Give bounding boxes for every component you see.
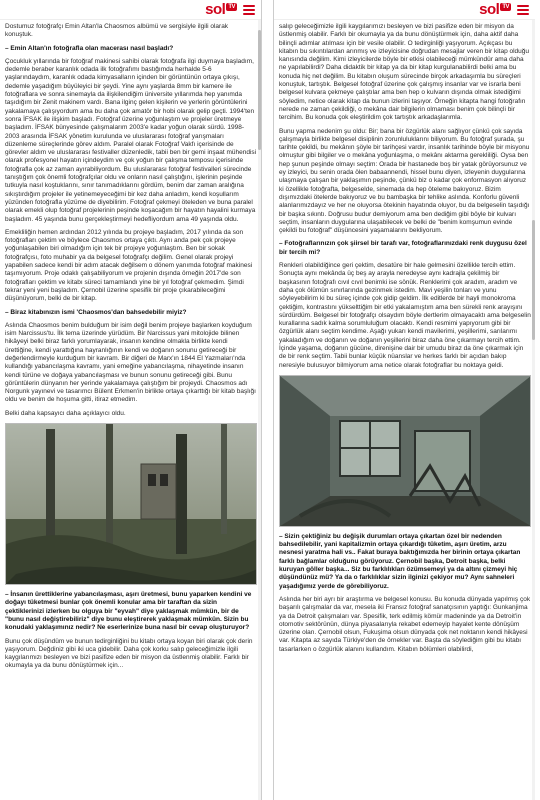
logo-text: sol bbox=[205, 1, 226, 18]
scrollbar-thumb[interactable] bbox=[258, 30, 261, 150]
logo-text: sol bbox=[479, 1, 500, 18]
top-bar bbox=[0, 0, 261, 20]
answer-paragraph: Bunu çok düşündüm ve bunun tedirginliğini bu kitabı ortaya koyan biri olarak çok derin yaşıyorum. Değdiniz gibi iki uca gidebilir. Daha çok korku salıp geleceğimizle ilgili kaygılarımızı besleyen ve bizi pasifize eden bir misyon da üstlenmiş olabilir. Farklı bir okumayla ya da bunu dönüştürmek için... bbox=[5, 637, 253, 670]
logo-badge: TV bbox=[228, 4, 235, 10]
question-heading: – Emin Altan'ın fotoğrafla olan macerası nasıl başladı? bbox=[5, 44, 174, 52]
answer-paragraph: Aslında Chaosmos benim bulduğum bir isim değil benim projeye başlarken koyduğum isim Narcissus'tu. İlk tema üzerinde yürüdüm. Bir Narcissus yani mitolojide bilinen hikâyeyi belki biraz farklı yorumlayarak, insanın kendine olmakla birlikte kendi ürettiğine, kendi yarattığına hayranlığının kendi ve doğanın sonunu getireceği bir değerlendirmeyle kurduğum bir kavram. Bir diğeri de Marx'ın 1844 El Yazmaları'nda kullandığı yabancılaşma kavramı, yani emeğine yabancılaşma, nihayetinde insanın kendi türüne ve doğaya yabancılaşması ve bunun sonunu getireceği gibi. Bunu görüntülerin dünyanın her yerinde yakalamaya çalıştığım bir projeydi. Chaosmos adı Norgunk yayınevi ve tasarımcı Bülent Erkmen'in birlikte ortaya çıkarttığı bir kitab başlığı oldu ve benim de hoşuma gitti, itiraz etmedim. bbox=[5, 321, 256, 404]
right-page-panel bbox=[273, 0, 535, 800]
answer-paragraph: Emekliliğin hemen ardından 2012 yılında bu projeye başladım, 2017 yılında da son fotoğrafları çektim ve böylece Chaosmos ortaya çıktı. Aynı anda pek çok projeye yoğunlaşabilen biri olmadığım için tek bir projeye yoğunlaştım. Ben bir sokak fotoğrafçısı, foto muhabir ya da belgesel fotoğrafçı değilim. Genel olarak projeyi yapabilen sadece kendi bir adım atacak değilsem o dönem yanımda fotoğraf makinesi taşımıyorum. Proje odaklı çalışabiliyorum ve projenin dışında örneğin 2017'de son fotoğrafları çektim ve kitabı süreci tamamlandı yine bir yıl fotoğraf çekmedim. Şimdi tekrar yeni yeni başladım. Çernobil üzerine spesifik bir proje çıkarabileceğimi düşünüyorum, belki de bir kitap. bbox=[5, 228, 253, 303]
hamburger-menu-icon[interactable] bbox=[517, 5, 529, 15]
intro-paragraph: Dostumuz fotoğrafçı Emin Altan'la Chaosmos albümü ve sergisiyle ilgili olarak konuştuk. bbox=[5, 23, 229, 39]
article-body-left bbox=[0, 20, 261, 671]
logo-badge: TV bbox=[502, 4, 509, 10]
sol-tv-logo[interactable] bbox=[479, 2, 511, 17]
answer-paragraph: Çocukluk yıllarında bir fotoğraf makinesi sahibi olarak fotoğrafa ilgi duymaya başladım, dedemle beraber karanlık odada ilk fotoğrafımı bastığımda herhalde 5-6 yaşlarındaydım, karanlık odada kimyasalların içinden bir görüntünün ortaya çıkışı, dedemle yaşadığım büyüleyici bir şeydi. Yine aynı yaşlarda 8mm bir kamere ile fotoğraflara ve sonra sinemayla da ilişkilendiğim üniversite yıllarımda hep yanımda taşıdığım bir Zenit makinem vardı. Bana ilginç gelen kişilerin ve yerlerin görüntülerini yakalamaya çalışıyordum ama bu daha çok amatör bir hobi olarak gelip geçti. 1994'ten sonra İFSAK ile ilişkim başladı. Fotoğraf üzerine yoğunlaştım ve projeler üretmeye başladım. İFSAK bünyesinde çalışmalarım 2003'e kadar yoğun olarak sürdü. 1998-2003 arasında İFSAK yönetim kurulunda ve uluslararası fotoğraf yarışmaları düzenleme süreçlerinde görev aldım. Paralel olarak Fotoğraf Vakfı içerisinde de görevler aldım ve uluslararası festivaller düzenledik, tabii ben bir gemi inşaat mühendisi olarak profesyonel hayatın içindeydim ve çok yoğun bir çalışma temposu içerisinde fotoğrafla çok az zaman ayırabiliyordum. Bu uluslararası fotoğraf festivalleri sürecinde tanıştığım çok önemli fotoğrafçılar oldu ve onların nasıl çalıştığını, işlerinin peşinde tutkuyla nasıl koştuklarını, sınır tanımadıklarını gördüm, benim dar zaman aralığına sıkıştırdığım projeler ile yetinemeyeceğimi bir kez daha anladım, kendi koşullarım yüzünden fotoğrafla yüzüme de diyebilirim. Fotoğraf çekmeyi öteleden ve buna paralel olarak emekli olup fotoğraf projelerinin peşinde koşacağım bir hayatın hayalini kurmaya başladım. 45 yaşında bunu gerçekleştirmeyi hedefliyordum ama 49 yaşında oldu. bbox=[5, 57, 257, 223]
answer-paragraph: Aslında her biri ayrı bir araştırma ve belgesel konusu. Bu konuda dünyada yapılmış çok başarılı çalışmalar da var, mesela iki Fransız fotoğraf sanatçısının yaptığı: Gunkanjima ya da Detroit çalışmaları var. Spesifik, terk edilmiş kömür madeninde ya da Detroit'in otomotiv sektörünün, dünya piyasalarıyla rekabet edemeyip hayalet kente dönüşüm üzerine olan. Çernobil olsun, Fukuşima olsun dünyada çok net noktanın kendi hikâyesi var. Kitapta az sayıda Türkiye'den de örnekler var. Başta da söylediğim gibi bu kitabı tasarlarken o özgürlük alanını kullandım. Kitabın bölümleri olabilirdi, bbox=[279, 595, 531, 653]
top-bar bbox=[274, 0, 535, 20]
scrollbar-thumb[interactable] bbox=[532, 220, 535, 340]
answer-paragraph: salıp geleceğimizle ilgili kaygılarımızı besleyen ve bizi pasifize eden bir misyon da üstlenmiş olabilir. Farklı bir okumayla ya da bunu dönüştürmek için, daha aktif daha bilinçli adımlar atılması için bir vesile olabilir. O tedirginliği yaşıyorum. Açıkçası bu kitabın bu sıkıntılardan arınmış ve izleyicisine doğrudan mesajlar veren bir kitap olduğu kanısında değilim. Kimi izleyicilerde böyle bir etkisi olabileceği mümkündür ama daha ne yapılabilirdi? Daha didaktik bir kitap ya da bir kitap kurgulanabilirdi belki ama bu konuda hiç net değilim. Bu kitabın oluşum sürecinde birçok arkadaşımla bu süreçleri konuştuk, tartıştık. Belgesel fotoğraf üzerine çok çalışmış insanlar var ve israrla beni belgesel kulvara çekmeye çalıştılar ama ben hep o kulvarın dışında olmak istediğimi söyledim, netice olarak kitap da bunun izlerini taşıyor. Örneğin kitapta hangi fotoğrafın nerede ne zaman çekildiği, o mekâna dair bilgilerin olmaması benim çok bilinçli bir tercihim. Bu konuda çok eleştirildim çok tartıştık arkadaşlarımla. bbox=[279, 23, 530, 122]
answer-paragraph: Belki daha kapsayıcı daha açıklayıcı oldu. bbox=[5, 409, 126, 417]
left-page-panel bbox=[0, 0, 262, 800]
sol-tv-logo[interactable] bbox=[205, 2, 237, 17]
article-body-right bbox=[274, 20, 535, 654]
question-heading: – Biraz kitabınızın ismi 'Chaosmos'dan bahsedebilir miyiz? bbox=[5, 308, 187, 316]
hamburger-menu-icon[interactable] bbox=[243, 5, 255, 15]
question-heading: – Sizin çektiğiniz bu değişik durumları ortaya çıkartan özel bir nedenden bahsedilebilir, yani kapitalizmin ortaya çıkardığı tüketim, aşırı üretim, arzu nesnesi yaratma hali vs.. Fakat buraya baktığımızda her birinin ortaya çıkartan farklı bağlamlar olduğunu görüyoruz. Çernobil başka, Detroit başka, belki kuruyan göller başka... Siz bu farklılıkları özümsemeyi ya da altını çizmeyi hiç düşündünüz mü? Ya da o farklılıklar sizin ilginizi çekiyor mu? Aynı sahneleri yaşadığımız yerde de görebiliyoruz. bbox=[279, 532, 521, 590]
scrollbar[interactable] bbox=[532, 20, 535, 800]
answer-paragraph: Renkleri olabildiğince geri çektim, desatüre bir hale gelmesini özellikle tercih ettim. Sonuçta aynı mekânda üç beş ay arayla neredeyse aynı kadrajla çekilmiş bir başkasının fotoğrafı cıvıl cıvıl benimki ise sönük. Renklerimi çok aradım, aradım ve daha çok ölümün sınırlarında gezinmek istedim. Mavi yeşilin tonları ve yunu söyleyebilirim ki bu süreç içinde çok gidip geldim. İlk editlerde bir hayli monokroma çektiğim, kontrastını yükselttiğim bir etki yakalamıştım ama ben sürekli renk arayışını sürdürdüm. Belgesel bir fotoğrafçı olsaydım böyle dertlerim olmayacaktı ama belgeselin kurallarına sadık kalma sorumluluğum olacaktı. Kendi resmimi yapıyorum gibi bir özgürlük alanı seçtim kendime. Aşağı yukarı kendi mavilerimi, yeşillerimi, sarılarımı yakaladığım ve doğanın ve doğanın yeşillerini biraz daha öne çıkarmayı tercih ettim. İçinde yaşama, doğanın gücüne, direnişine dair bir umudu biraz da öne çıkarmak için de bir renk seçtim. Tabii bunlar küçük nüanslar ve herkes farklı bir açıdan bakıp neresiyle bulusuyor bilmiyorum ama netice olarak fotoğraflar bu noktaya geldi. bbox=[279, 262, 531, 369]
answer-paragraph: Bunu yapma nedenim şu oldu: Bir; bana bir özgürlük alanı sağlıyor çünkü çok sayıda çalışmayla birlikte belgesel disiplinin zorunluluklarını biliyorum. Bu fotoğraf şurada, şu tarihte çekildi, bu mekânın şöyle bir tarihçesi vardır, insanlık tarihinde böyle bir misyonu olmuştur gibi bilgiler ve o mekâna yoğunlaşma, o mekânı aktarma gerekliliği. Oysa ben hep şunun peşinde olmayı seçtim: Orada bir hastanede boş bir yatak görüyorsunuz ve ey izleyici, bu senin orada ölen babaannendi, hissel bunu diyen, izleyenin duygularına ulaşmaya çalışan bir yaklaşımın peşinde, çünkü biz o kadar çok enformasyon alıyoruz ki özellikle fotoğrafta, belgeselde, sinemada da hep öteleme bakıyoruz. Bizim dışımızdaki ötelerde bakıyoruz ve bu bambaşka bir tehlike aslında. Konforlu güvenli alanlarımızdayız ve her ne oluyorsa ötekinin hayatında oluyor, bu da belgeselin taşıdığı bir başka sıkıntı. Doğrusu budur demiyorum ama ben dediğim gibi böyle bir kulvarı seçtim, insanların duygularına ulaşabilecek ve belki de "benim komşumun evinde çekildi bu fotoğraf" düşüncesini yaşamalarını bekliyorum. bbox=[279, 127, 530, 235]
scrollbar[interactable] bbox=[258, 20, 261, 800]
question-heading: – İnsanın ürettiklerine yabancılaşması, aşırı üretmesi, bunu yaparken kendini ve doğayı tüketmesi bunlar çok önemli konular ama bir taraftan da sizin çektiklerinizi izlerken bu olguya bir "eyvah" diye yaklaşmak mümkün, bir de "bunu nasıl değiştirebiliriz" diye bunu eleştirerek yaklaşmak mümkün. Sizin bu konudaki yaklaşımınız nedir? Ne eserlerinize buna nasıl bir cevap oluşturuyor? bbox=[5, 591, 252, 632]
question-heading: – Fotoğraflarınızın çok şiirsel bir tarafı var, fotoğraflarınızdaki renk duygusu özel bir tercih mi? bbox=[279, 240, 527, 256]
article-photo-abandoned-room bbox=[279, 375, 531, 527]
article-photo-forest-ruins bbox=[5, 423, 257, 585]
